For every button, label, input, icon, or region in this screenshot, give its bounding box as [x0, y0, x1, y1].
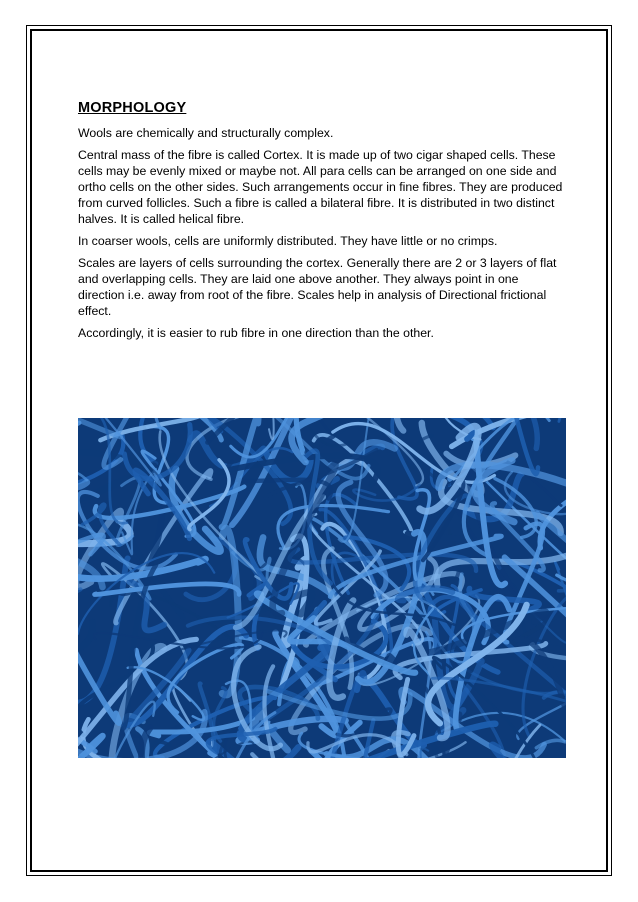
- blue-wool-yarn-photo: [78, 418, 566, 758]
- paragraph-scales: Scales are layers of cells surrounding the cortex. Generally there are 2 or 3 layers of flat and overlapping cells. They are laid one above another. They always point in one direction i.e. away from root of the fibre. Scales help in analysis of Directional frictional effect.: [78, 256, 557, 318]
- section-heading: MORPHOLOGY: [78, 100, 187, 116]
- paragraph-conclusion: Accordingly, it is easier to rub fibre in one direction than the other.: [78, 326, 434, 340]
- document-body: [78, 100, 568, 347]
- paragraph-coarser-wools: In coarser wools, cells are uniformly distributed. They have little or no crimps.: [78, 234, 498, 248]
- yarn-illustration: [78, 418, 566, 758]
- paragraph-cortex: Central mass of the fibre is called Cortex. It is made up of two cigar shaped cells. These cells may be evenly mixed or maybe not. All para cells can be arranged on one side and ortho cells on the other sides. Such arrangements occur in fine fibres. They are produced from curved follicles. Such a fibre is called a bilateral fibre. It is distributed in two distinct halves. It is called helical fibre.: [78, 148, 563, 226]
- paragraph-intro: Wools are chemically and structurally complex.: [78, 126, 334, 140]
